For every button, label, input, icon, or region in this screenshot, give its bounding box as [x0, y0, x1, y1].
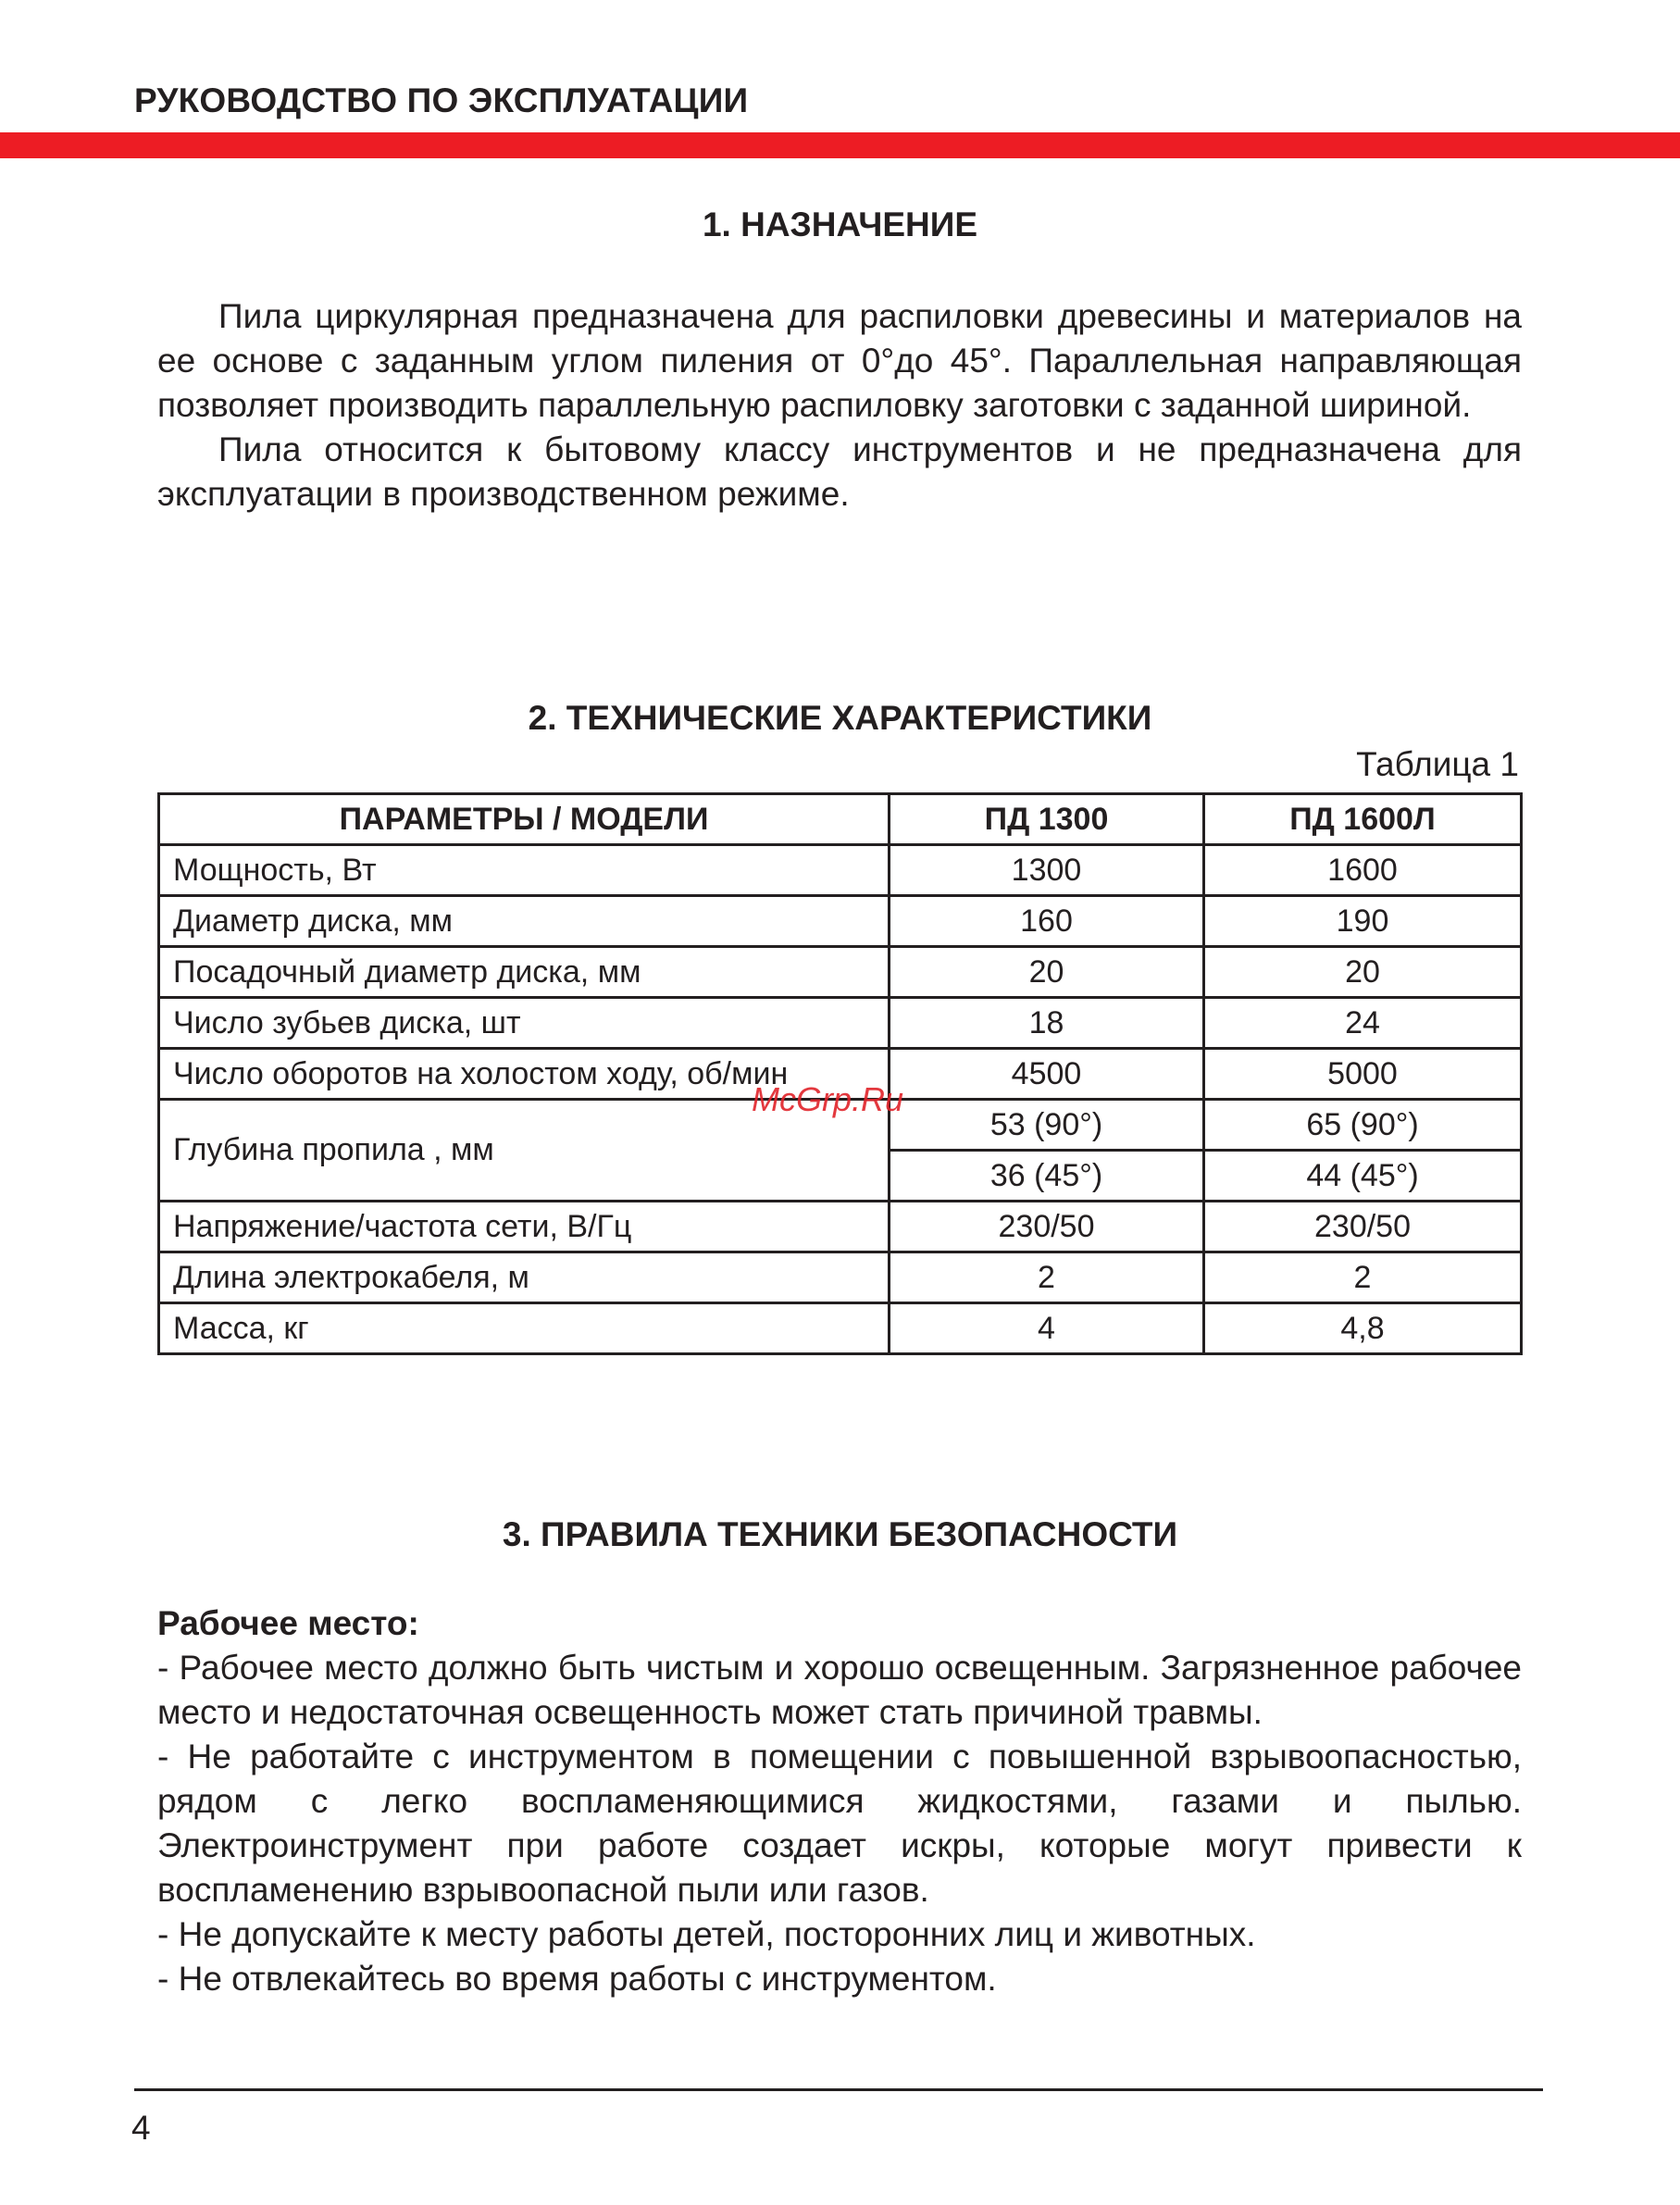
value-cell: 44 (45°) [1204, 1151, 1522, 1202]
param-cell: Число зубьев диска, шт [159, 998, 890, 1049]
workplace-subheading: Рабочее место: [157, 1604, 419, 1642]
table-header-row [159, 794, 1522, 845]
section-1-title: 1. НАЗНАЧЕНИЕ [702, 206, 978, 243]
table-row [159, 947, 1522, 998]
value-cell: 230/50 [890, 1202, 1204, 1252]
safety-rule-item: - Не допускайте к месту работы детей, посторонних лиц и животных. [157, 1915, 1256, 1953]
value-cell: 2 [1204, 1252, 1522, 1303]
safety-rule-item: - Не отвлекайтесь во время работы с инструментом. [157, 1960, 997, 1998]
watermark: McGrp.Ru [752, 1080, 904, 1118]
value-cell: 4 [890, 1303, 1204, 1354]
specifications-table [157, 792, 1523, 1355]
value-cell: 36 (45°) [890, 1151, 1204, 1202]
param-cell: Диаметр диска, мм [159, 896, 890, 947]
param-cell: Число оборотов на холостом ходу, об/мин [159, 1049, 890, 1100]
param-cell: Масса, кг [159, 1303, 890, 1354]
table-row [159, 1252, 1522, 1303]
column-header-parameters: ПАРАМЕТРЫ / МОДЕЛИ [159, 794, 890, 845]
page-number: 4 [131, 2109, 151, 2147]
param-cell: Посадочный диаметр диска, мм [159, 947, 890, 998]
section-1-body [157, 294, 1522, 517]
param-cell: Длина электрокабеля, м [159, 1252, 890, 1303]
section-1-paragraph-1: Пила циркулярная предназначена для распиловки древесины и материалов на ее основе с заданным углом пиления от 0°до 45°. Параллельная направляющая позволяет производить параллельную распиловку заготовки с заданной шириной. [157, 297, 1522, 424]
table-row [159, 998, 1522, 1049]
param-cell: Напряжение/частота сети, В/Гц [159, 1202, 890, 1252]
section-2-title: 2. ТЕХНИЧЕСКИЕ ХАРАКТЕРИСТИКИ [528, 699, 1152, 737]
section-3-title: 3. ПРАВИЛА ТЕХНИКИ БЕЗОПАСНОСТИ [502, 1515, 1178, 1553]
param-cell-depth: Глубина пропила , мм [159, 1100, 890, 1202]
value-cell: 53 (90°) [890, 1100, 1204, 1151]
table-caption: Таблица 1 [1356, 745, 1519, 783]
column-header-model-1: ПД 1300 [890, 794, 1204, 845]
value-cell: 1300 [890, 845, 1204, 896]
value-cell: 160 [890, 896, 1204, 947]
value-cell: 2 [890, 1252, 1204, 1303]
value-cell: 20 [890, 947, 1204, 998]
value-cell: 20 [1204, 947, 1522, 998]
value-cell: 230/50 [1204, 1202, 1522, 1252]
value-cell: 190 [1204, 896, 1522, 947]
safety-rule-item: - Не работайте с инструментом в помещении с повышенной взрывоопасностью, рядом с легко воспламеняющимися жидкостями, газами и пылью. Электроинструмент при работе создает искры, которые могут привести к воспламенению взрывоопасной пыли или газов. [157, 1738, 1522, 1909]
safety-rules [157, 1601, 1522, 2001]
param-cell: Мощность, Вт [159, 845, 890, 896]
value-cell: 18 [890, 998, 1204, 1049]
table-row [159, 845, 1522, 896]
section-1-paragraph-2: Пила относится к бытовому классу инструментов и не предназначена для эксплуатации в производственном режиме. [157, 430, 1522, 513]
value-cell: 65 (90°) [1204, 1100, 1522, 1151]
safety-rule-item: - Рабочее место должно быть чистым и хорошо освещенным. Загрязненное рабочее место и недостаточная освещенность может стать причиной травмы. [157, 1649, 1522, 1731]
value-cell: 1600 [1204, 845, 1522, 896]
value-cell: 4,8 [1204, 1303, 1522, 1354]
column-header-model-2: ПД 1600Л [1204, 794, 1522, 845]
table-row [159, 1202, 1522, 1252]
value-cell: 5000 [1204, 1049, 1522, 1100]
value-cell: 24 [1204, 998, 1522, 1049]
footer-divider [134, 2088, 1543, 2091]
table-row [159, 1303, 1522, 1354]
document-header-title: РУКОВОДСТВО ПО ЭКСПЛУАТАЦИИ [134, 81, 749, 119]
value-cell: 4500 [890, 1049, 1204, 1100]
table-row [159, 896, 1522, 947]
header-accent-bar [0, 132, 1680, 158]
